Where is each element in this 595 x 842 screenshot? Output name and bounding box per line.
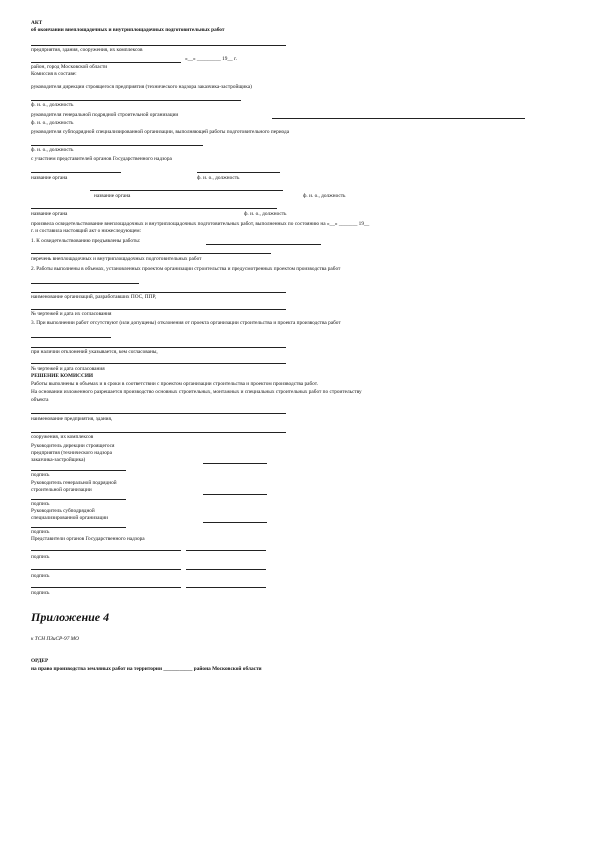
appendix-ref: к ТСН ПЗиСР-97 МО <box>31 636 79 642</box>
inspection-text: произвела освидетельствование внеплощадочных и внутриплощадочных подготовительных работ, выполненных по состоянию на «__» _______ 19__ <box>31 221 370 227</box>
object-line <box>31 45 286 46</box>
item-1-caption: перечень внеплощадочных и внутриплощадочных подготовительных работ <box>31 256 202 262</box>
act-date: «__» _________ 19__ г. <box>185 56 237 62</box>
inspection-text-2: г. и составила настоящий акт о нижеследующем: <box>31 228 142 234</box>
decision-text-3: объекта <box>31 397 49 403</box>
rep-sub: руководителя субподрядной специализированной организации, выполняющей работы подготовительного периода <box>31 129 290 135</box>
item-2-line-3 <box>31 309 286 310</box>
item-1-line-2 <box>31 253 271 254</box>
fio-caption-4: ф. и. о., должность <box>197 175 240 181</box>
item-3-caption-2: № чертежей и дата согласования <box>31 366 105 372</box>
act-title: АКТ <box>31 20 43 26</box>
sig-line-5b <box>186 569 266 570</box>
item-1-line <box>206 244 321 245</box>
rep-customer: руководителя дирекции строящегося предприятия (технического надзора заказчика-застройщика) <box>31 84 252 90</box>
fio-caption-3: ф. и. о., должность <box>31 147 74 153</box>
location-line <box>31 62 181 63</box>
item-3-line <box>31 337 111 338</box>
sig-caption-5: подпись <box>31 573 50 579</box>
fio-line-4 <box>197 172 280 173</box>
fio-caption-2: ф. и. о., должность <box>31 120 74 126</box>
order-text: на право производства земляных работ на территории ___________ района Московской области <box>31 666 262 672</box>
sig-head-1: Руководитель дирекции строящегося <box>31 443 115 449</box>
item-3: 3. При выполнении работ отсутствуют (или допущены) отклонения от проекта организации строительства и проекта производства работ <box>31 320 341 326</box>
org-name-2: название органа <box>94 193 131 199</box>
sig-line-6 <box>31 587 181 588</box>
decision-heading: РЕШЕНИЕ КОМИССИИ <box>31 373 94 379</box>
sig-line-5 <box>31 569 181 570</box>
decision-caption-2: сооружения, их комплексов <box>31 434 94 440</box>
org-line-3 <box>31 208 277 209</box>
sig-line-2 <box>203 494 267 495</box>
rep-general: руководителя генеральной подрядной строительной организации <box>31 112 179 118</box>
fio-line-3 <box>31 145 203 146</box>
act-subtitle: об окончании внеплощадочных и внутриплощадочных подготовительных работ <box>31 27 225 33</box>
item-3-line-2 <box>31 347 286 348</box>
sig-gen-2: строительной организации <box>31 487 92 493</box>
sig-head-2: предприятия (технического надзора <box>31 450 112 456</box>
item-3-line-3 <box>31 363 286 364</box>
item-2-caption: наименование организаций, разработавших ПОС, ППР, <box>31 294 157 300</box>
sig-caption-3: подпись <box>31 529 50 535</box>
with-participation: с участием представителей органов Государственного надзора <box>31 156 172 162</box>
object-caption: предприятия, здания, сооружения, их комплексов <box>31 47 143 53</box>
sig-line-4 <box>31 550 181 551</box>
rep-general-line <box>272 118 525 119</box>
fio-caption-5: ф. и. о., должность <box>303 193 346 199</box>
item-3-caption: при наличии отклонений указывается, кем согласованы, <box>31 349 158 355</box>
sig-caption-4: подпись <box>31 554 50 560</box>
sig-line-1b <box>31 470 126 471</box>
sig-gen-1: Руководитель генеральной подрядной <box>31 480 117 486</box>
fio-caption-1: ф. и. о., должность <box>31 102 74 108</box>
sig-line-3 <box>203 522 267 523</box>
org-line-2 <box>90 190 283 191</box>
sig-caption-1: подпись <box>31 472 50 478</box>
sig-line-1 <box>203 463 267 464</box>
appendix-heading: Приложение 4 <box>31 610 110 624</box>
decision-line-2 <box>31 432 286 433</box>
item-2-line <box>31 283 139 284</box>
order-title: ОРДЕР <box>31 658 49 664</box>
sig-line-2b <box>31 499 126 500</box>
decision-caption: наименование предприятия, здания, <box>31 416 113 422</box>
sig-reps: Представители органов Государственного надзора <box>31 536 145 542</box>
sig-head-3: заказчика-застройщика) <box>31 457 86 463</box>
commission-label: Комиссия в составе: <box>31 71 77 77</box>
decision-line <box>31 413 286 414</box>
sig-sub-2: специализированной организации <box>31 515 109 521</box>
decision-text: Работы выполнены в объемах и в сроки в соответствии с проектом организации строительства и проектом производства работ. <box>31 381 318 387</box>
fio-caption-6: ф. и. о., должность <box>244 211 287 217</box>
location-caption: район, город Московской области <box>31 64 108 70</box>
org-name-1: название органа <box>31 175 68 181</box>
sig-caption-6: подпись <box>31 590 50 596</box>
item-2-caption-2: № чертежей и дата их согласования <box>31 311 112 317</box>
decision-text-2: На основании изложенного разрешается производство основных строительных, монтажных и специальных строительных работ по строительству <box>31 389 362 395</box>
sig-line-3b <box>31 527 126 528</box>
sig-caption-2: подпись <box>31 501 50 507</box>
item-2: 2. Работы выполнены в объемах, установленных проектом организации строительства и предусмотренных проектом производства работ <box>31 266 341 272</box>
org-line-1 <box>31 172 121 173</box>
item-1: 1. К освидетельствованию предъявлены работы: <box>31 238 141 244</box>
sig-sub-1: Руководитель субподрядной <box>31 508 95 514</box>
fio-line-1 <box>31 100 241 101</box>
item-2-line-2 <box>31 292 286 293</box>
org-name-3: название органа <box>31 211 68 217</box>
sig-line-6b <box>186 587 266 588</box>
sig-line-4b <box>186 550 266 551</box>
